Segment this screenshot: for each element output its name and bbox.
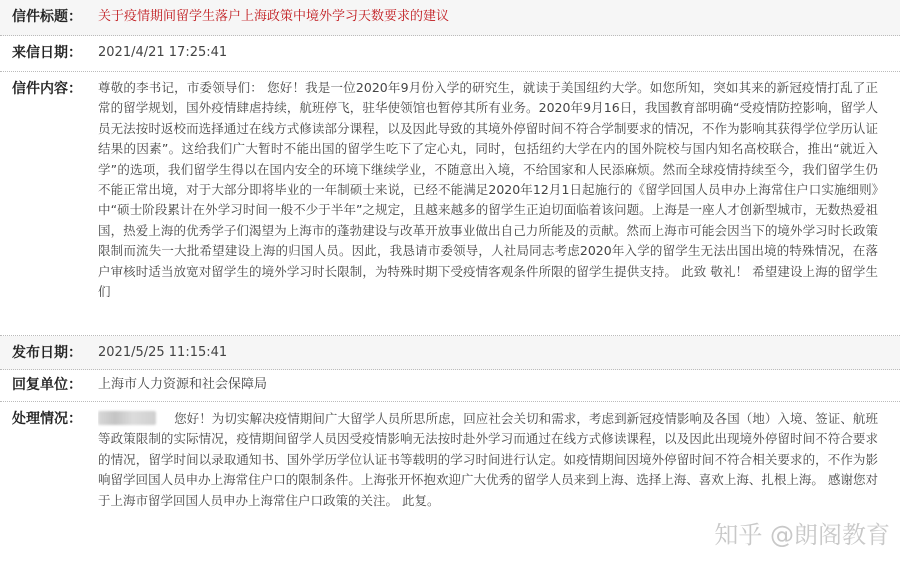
letter-date: 2021/4/21 17:25:41: [98, 45, 228, 60]
letter-content: 尊敬的李书记，市委领导们： 您好！我是一位2020年9月份入学的研究生，就读于美国纽约大学。如您所知，突如其来的新冠疫情打乱了正常的留学规划，国外疫情肆虐持续，航班停飞，驻华使领馆也暂停其所有业务。2020年9月16日，我国教育部明确“受疫情防控影响，留学人员无法按时返校而选择通过在线方式修读部分课程，以及因此导致的其境外停留时间不符合学制要求的情况，不作为影响其获得学位学历认证结果的因素”。这给我们广大暂时不能出国的留学生吃下了定心丸，同时，包括纽约大学在内的国外院校与国内知名高校联合，推出“就近入学”的选项，我们留学生得以在国内安全的环境下继续学业，不随意出入境，不给国家和人民添麻烦。然而全球疫情持续至今，我们留学生仍不能正常出境，对于大部分即将毕业的一年制硕士来说，已经不能满足2020年12月1日起施行的《留学回国人员申办上海常住户口实施细则》中“硕士阶段累计在外学习时间一般不少于半年”之规定，且越来越多的留学生正迫切面临着该问题。上海是一座人才创新型城市，无数热爱祖国，热爱上海的优秀学子们渴望为上海市的蓬勃建设与改革开放事业做出自己力所能及的贡献。然而上海市可能会因当下的境外学习时长政策限制而流失一大批希望建设上海的归国人员。因此，我恳请市委领导，人社局同志考虑2020年入学的留学生无法出国出境的特殊情况，在落户审核时适当放宽对留学生的境外学习时长限制，为特殊时期下受疫情客观条件所限的留学生提供支持。 此致 敬礼！ 希望建设上海的留学生们: [98, 80, 878, 300]
publish-date-row: [0, 336, 900, 370]
publish-date-label: 发布日期：: [12, 345, 82, 361]
letter-title: 关于疫情期间留学生落户上海政策中境外学习天数要求的建议: [98, 9, 450, 24]
letter-title-label: 信件标题：: [12, 9, 82, 25]
zhihu-watermark: 知乎 @朗阁教育: [714, 521, 890, 549]
publish-date: 2021/5/25 11:15:41: [98, 345, 228, 360]
handling-label: 处理情况：: [12, 411, 82, 427]
handling-text: 您好！为切实解决疫情期间广大留学人员所思所虑，回应社会关切和需求，考虑到新冠疫情影响及各国（地）入境、签证、航班等政策限制的实际情况，疫情期间留学人员因受疫情影响无法按时赴外学习而通过在线方式修读课程，以及因此出现境外停留时间不符合要求的情况，留学时间以录取通知书、国外学历学位认证书等载明的学习时间进行认定。如疫情期间因境外停留时间不符合相关要求的，不作为影响留学回国人员申办上海常住户口的限制条件。上海张开怀抱欢迎广大优秀的留学人员来到上海、选择上海、喜欢上海、扎根上海。 感谢您对于上海市留学回国人员申办上海常住户口政策的关注。 此复。: [98, 411, 878, 508]
reply-unit-label: 回复单位：: [12, 377, 82, 393]
reply-unit-row: [0, 370, 900, 402]
letter-content-row: [0, 72, 900, 336]
letter-title-row: [0, 0, 900, 36]
redacted-name: [98, 411, 156, 425]
letter-date-label: 来信日期：: [12, 45, 82, 61]
reply-unit: 上海市人力资源和社会保障局: [98, 377, 268, 392]
letter-content-label: 信件内容：: [12, 81, 82, 97]
letter-date-row: [0, 36, 900, 72]
